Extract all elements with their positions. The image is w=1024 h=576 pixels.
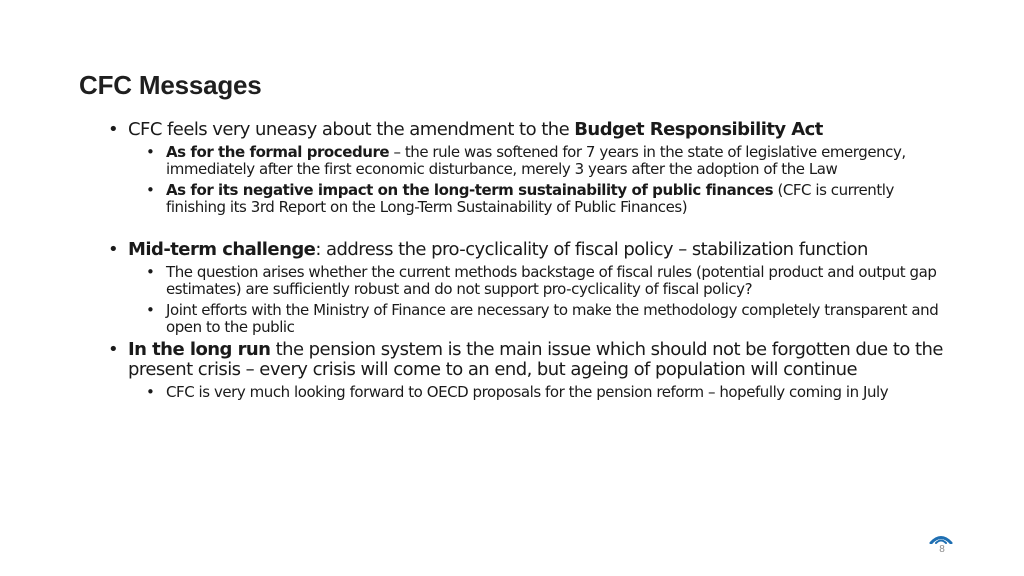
- sub-bullet-marker: •: [146, 383, 155, 401]
- bullet-budget-act: [108, 120, 948, 140]
- sub-bullet-text: CFC is very much looking forward to OECD proposals for the pension reform – hopefully coming in July: [166, 383, 889, 401]
- bullet-text: : address the pro-cyclicality of fiscal policy – stabilization function: [315, 239, 868, 260]
- sub-bullet-marker: •: [146, 263, 155, 281]
- slide-body: [108, 120, 948, 401]
- bullet-mid-term-challenge: [108, 240, 948, 260]
- bullet-marker: •: [108, 239, 119, 260]
- sub-bullet-negative-impact: [108, 182, 948, 216]
- page-number: 8: [939, 544, 945, 555]
- sub-bullet-bold-text: As for its negative impact on the long-term sustainability of public finances: [166, 181, 774, 199]
- sub-bullet-marker: •: [146, 181, 155, 199]
- sub-bullet-text: Joint efforts with the Ministry of Finance are necessary to make the methodology completely transparent and open to the public: [166, 301, 939, 336]
- sub-bullet-marker: •: [146, 143, 155, 161]
- bullet-bold-text: Mid-term challenge: [128, 239, 316, 260]
- sub-bullet-text: The question arises whether the current methods backstage of fiscal rules (potential product and output gap estimates) are sufficiently robust and do not support pro-cyclicality of fiscal policy?: [166, 263, 937, 298]
- bullet-bold-text: Budget Responsibility Act: [574, 119, 823, 140]
- bullet-text: CFC feels very uneasy about the amendment to the: [128, 119, 575, 140]
- bullet-text: the pension system is the main issue which should not be forgotten due to the present crisis – every crisis will come to an end, but ageing of population will continue: [128, 339, 943, 380]
- bullet-bold-text: In the long run: [128, 339, 271, 360]
- bullet-long-run: [108, 340, 948, 380]
- sub-bullet-oecd-proposals: [108, 384, 948, 401]
- sub-bullet-bold-text: As for the formal procedure: [166, 143, 390, 161]
- slide-title: CFC Messages: [79, 70, 262, 100]
- sub-bullet-text: – the rule was softened for 7 years in the state of legislative emergency, immediately after the first economic disturbance, merely 3 years after the adoption of the Law: [166, 143, 906, 178]
- sub-bullet-question-arises: [108, 264, 948, 298]
- bullet-marker: •: [108, 339, 119, 360]
- logo-arc-icon: [929, 532, 953, 544]
- sub-bullet-joint-efforts: [108, 302, 948, 336]
- sub-bullet-text: (CFC is currently finishing its 3rd Report on the Long-Term Sustainability of Public Finances): [166, 181, 894, 216]
- sub-bullet-marker: •: [146, 301, 155, 319]
- sub-bullet-formal-procedure: [108, 144, 948, 178]
- logo-arc-inner: [936, 541, 946, 544]
- bullet-marker: •: [108, 119, 119, 140]
